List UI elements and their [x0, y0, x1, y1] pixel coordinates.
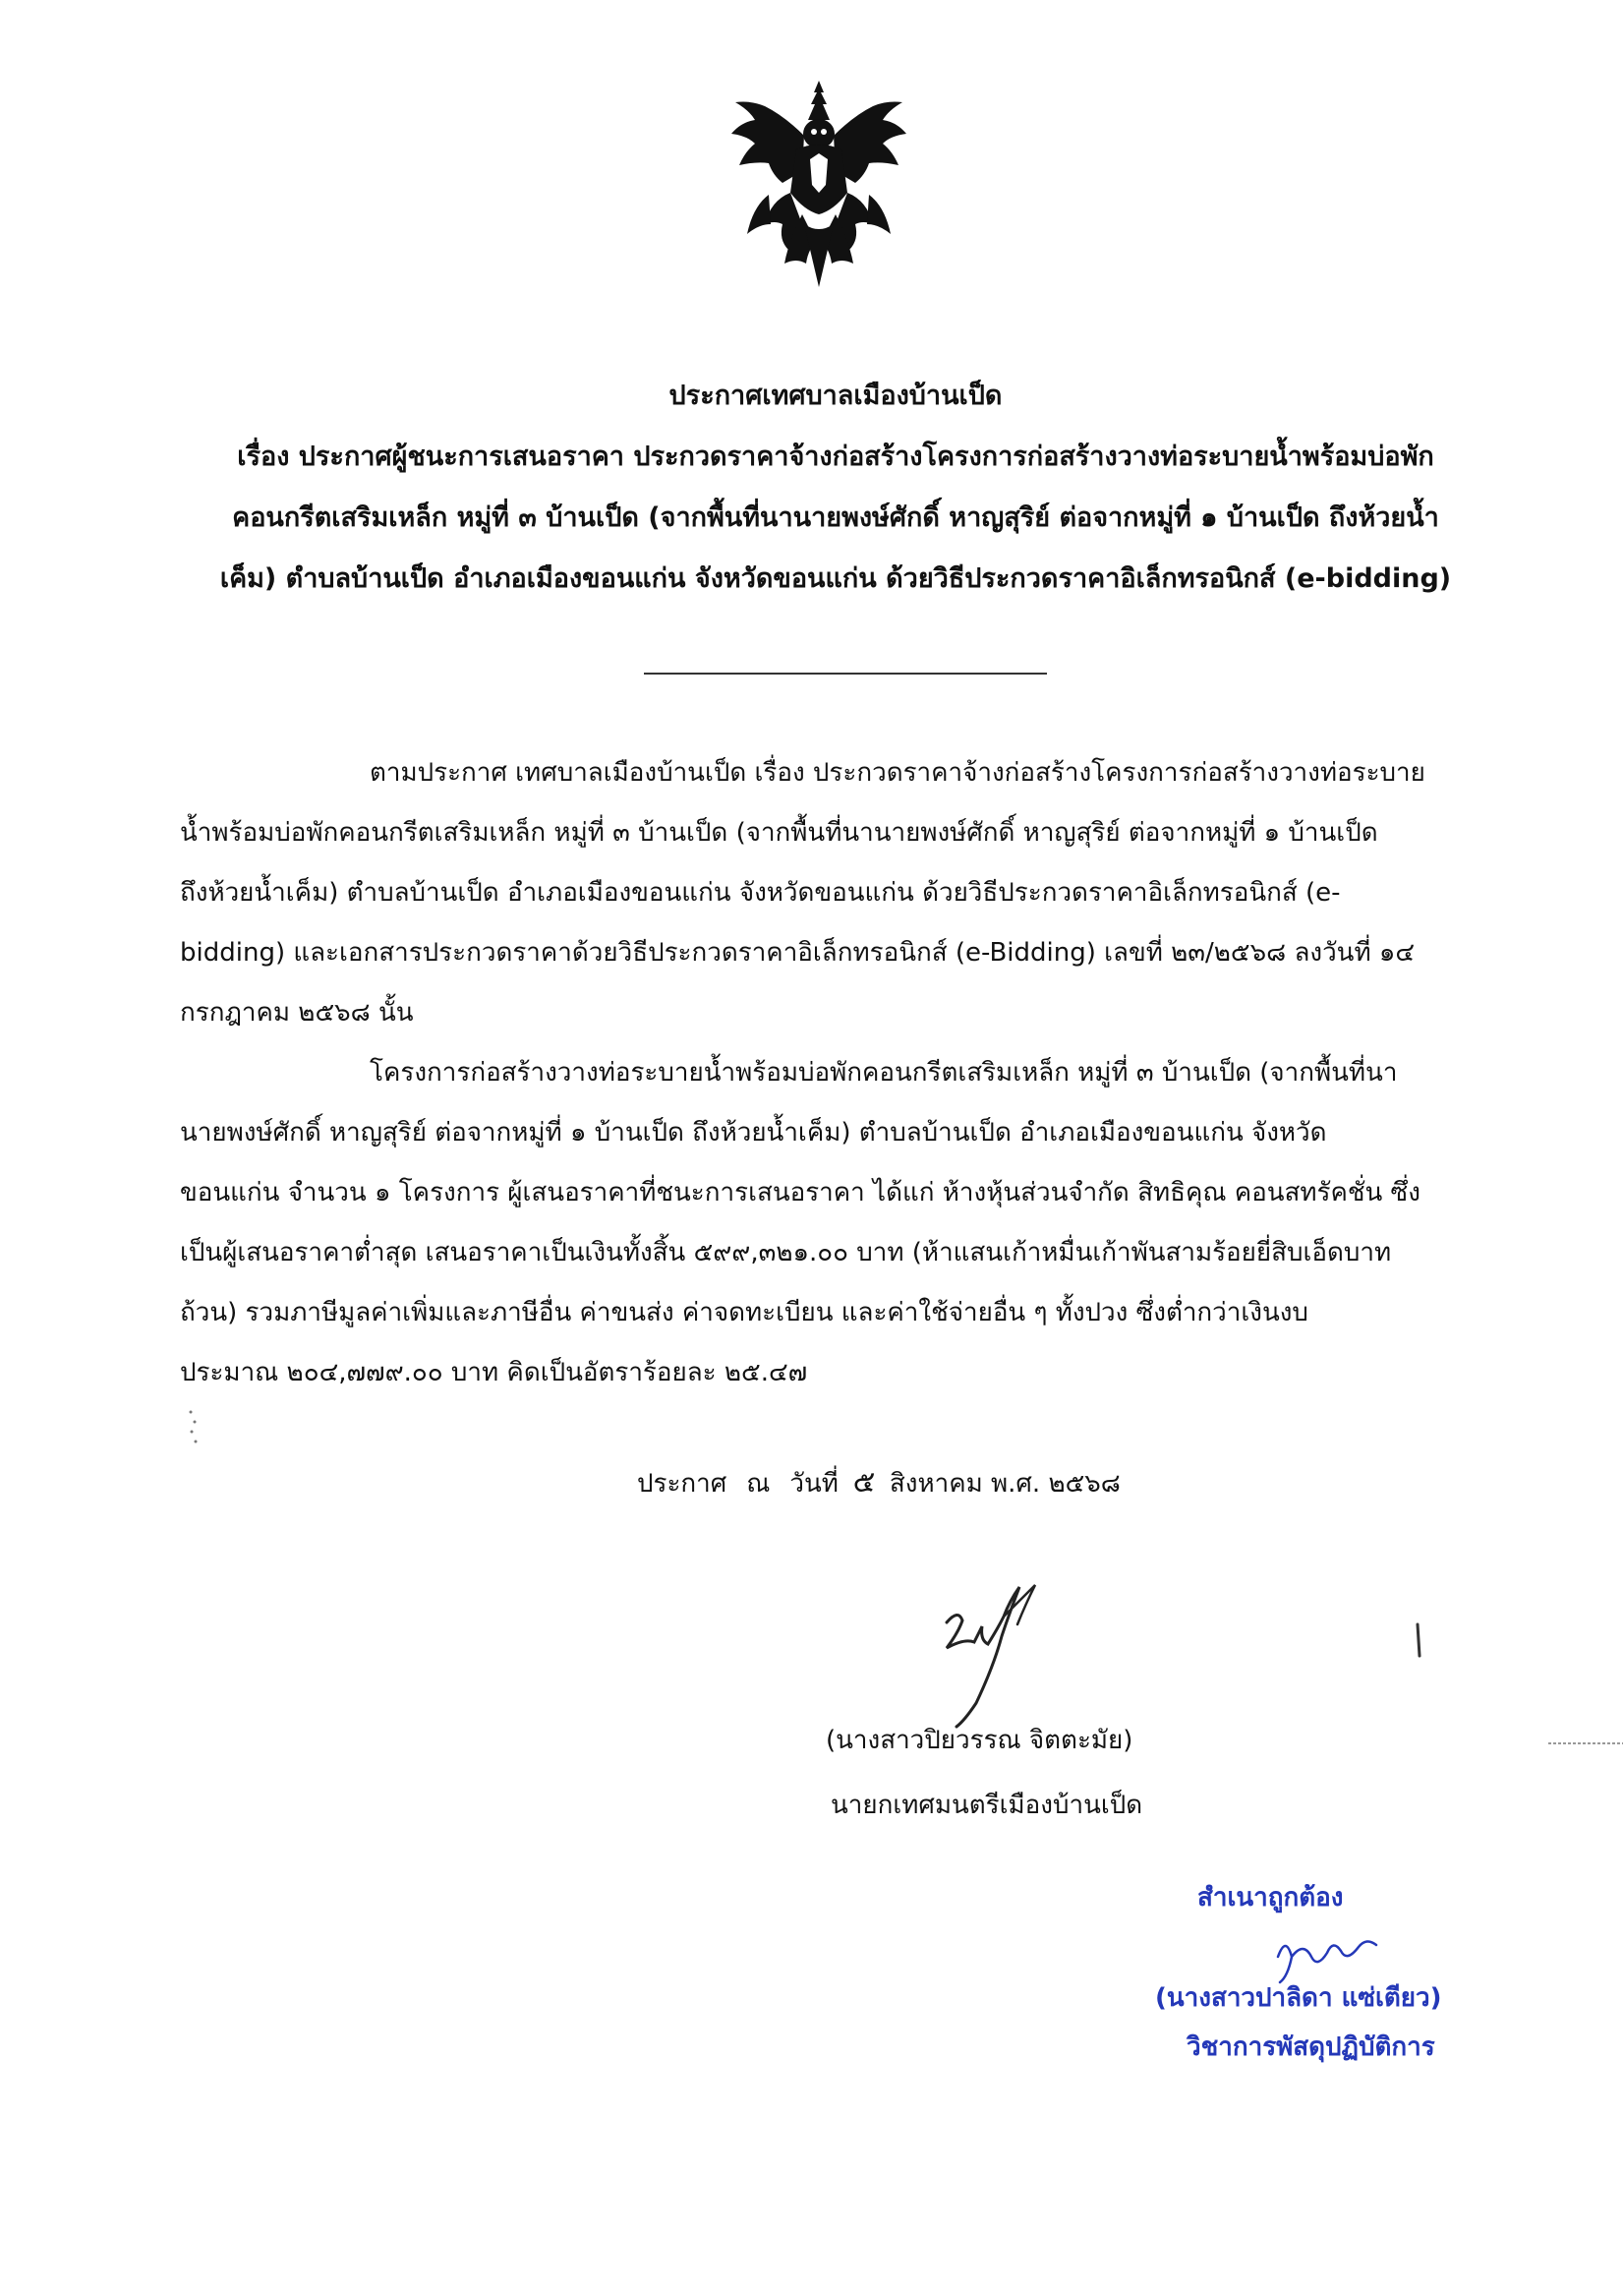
paragraph-line: ประมาณ ๒๐๔,๗๗๙.๐๐ บาท คิดเป็นอัตราร้อยละ ๒๕.๔๗ [180, 1358, 808, 1387]
paragraph-line: น้ำพร้อมบ่อพักคอนกรีตเสริมเหล็ก หมู่ที่ ๓ บ้านเป็ด (จากพื้นที่นานายพงษ์ศักดิ์ หาญสุริย์ ต่อจากหมู่ที่ ๑ บ้านเป็ด [180, 818, 1378, 848]
paragraph-line: กรกฎาคม ๒๕๖๘ นั้น [180, 998, 414, 1028]
subject-line: เค็ม) ตำบลบ้านเป็ด อำเภอเมืองขอนแก่น จังหวัดขอนแก่น ด้วยวิธีประกวดราคาอิเล็กทรอนิกส์ (e-bidding) [219, 563, 1452, 594]
subject-line: เรื่อง ประกาศผู้ชนะการเสนอราคา ประกวดราคาจ้างก่อสร้างโครงการก่อสร้างวางท่อระบายน้ำพร้อมบ่อพัก [237, 442, 1434, 472]
dateline-day: ๕ [852, 1465, 876, 1500]
paragraph-line: ถ้วน) รวมภาษีมูลค่าเพิ่มและภาษีอื่น ค่าขนส่ง ค่าจดทะเบียน และค่าใช้จ่ายอื่น ๆ ทั้งปวง ซึ่งต่ำกว่าเงินงบ [180, 1298, 1308, 1327]
paragraph-reference [180, 743, 1478, 1043]
paragraph-line: นายพงษ์ศักดิ์ หาญสุริย์ ต่อจากหมู่ที่ ๑ บ้านเป็ด ถึงห้วยน้ำเค็ม) ตำบลบ้านเป็ด อำเภอเมืองขอนแก่น จังหวัด [180, 1118, 1327, 1148]
dateline-label: ประกาศ [637, 1469, 727, 1499]
certifier-name: (นางสาวปาลิดา แซ่เตียว) [1155, 1983, 1442, 2013]
subject-line: คอนกรีตเสริมเหล็ก หมู่ที่ ๓ บ้านเป็ด (จากพื้นที่นานายพงษ์ศักดิ์ หาญสุริย์ ต่อจากหมู่ที่ ๑ บ้านเป็ด ถึงห้วยน้ำ [232, 502, 1439, 533]
certified-copy-stamp: สำเนาถูกต้อง [1197, 1883, 1344, 1913]
dateline-day-label: วันที่ [789, 1469, 839, 1499]
paragraph-award [180, 1043, 1478, 1403]
paragraph-line: ถึงห้วยน้ำเค็ม) ตำบลบ้านเป็ด อำเภอเมืองขอนแก่น จังหวัดขอนแก่น ด้วยวิธีประกวดราคาอิเล็กทรอนิกส์ (e- [180, 878, 1341, 908]
paragraph-line: bidding) และเอกสารประกวดราคาด้วยวิธีประกวดราคาอิเล็กทรอนิกส์ (e-Bidding) เลขที่ ๒๓/๒๕๖๘ ลงวันที่ ๑๔ [180, 938, 1416, 968]
paragraph-line: โครงการก่อสร้างวางท่อระบายน้ำพร้อมบ่อพักคอนกรีตเสริมเหล็ก หมู่ที่ ๓ บ้านเป็ด (จากพื้นที่นา [370, 1058, 1398, 1088]
certifier-position: วิชาการพัสดุปฏิบัติการ [1187, 2032, 1435, 2062]
signatory-name: (นางสาวปิยวรรณ จิตตะมัย) [826, 1726, 1133, 1755]
scan-speck [187, 1408, 201, 1447]
announcement-dateline [637, 1463, 1121, 1503]
mayor-signature [919, 1573, 1086, 1731]
subject-block [172, 427, 1499, 610]
dateline-month-year: สิงหาคม พ.ศ. ๒๕๖๘ [889, 1469, 1121, 1499]
scan-mark [1414, 1622, 1423, 1658]
scan-mark [1548, 1740, 1623, 1746]
garuda-emblem-icon [725, 77, 912, 288]
paragraph-line: ตามประกาศ เทศบาลเมืองบ้านเป็ด เรื่อง ประกวดราคาจ้างก่อสร้างโครงการก่อสร้างวางท่อระบาย [370, 758, 1425, 788]
certifier-signature [1268, 1927, 1386, 1986]
signatory-title: นายกเทศมนตรีเมืองบ้านเป็ด [831, 1791, 1143, 1820]
dateline-at: ณ [746, 1469, 771, 1499]
document-heading: ประกาศเทศบาลเมืองบ้านเป็ด [668, 381, 1003, 411]
paragraph-line: ขอนแก่น จำนวน ๑ โครงการ ผู้เสนอราคาที่ชนะการเสนอราคา ได้แก่ ห้างหุ้นส่วนจำกัด สิทธิคุณ คอนสทรัคชั่น ซึ่ง [180, 1178, 1420, 1207]
divider-rule [644, 673, 1047, 675]
paragraph-line: เป็นผู้เสนอราคาต่ำสุด เสนอราคาเป็นเงินทั้งสิ้น ๕๙๙,๓๒๑.๐๐ บาท (ห้าแสนเก้าหมื่นเก้าพันสามร้อยยี่สิบเอ็ดบาท [180, 1238, 1392, 1267]
